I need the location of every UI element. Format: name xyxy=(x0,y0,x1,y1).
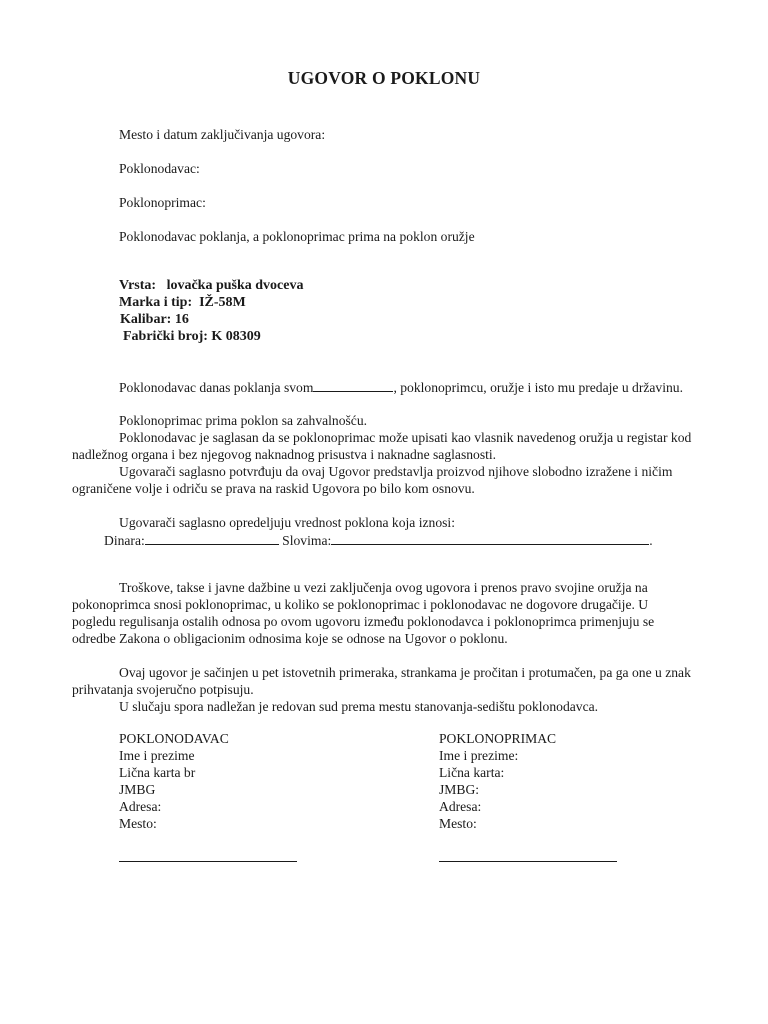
recipient-signature-line xyxy=(439,861,617,862)
recipient-name: Ime i prezime: xyxy=(439,748,519,763)
blank-line xyxy=(313,378,393,392)
field-recipient: Poklonoprimac: xyxy=(119,195,206,210)
weapon-model-label: Marka i tip: xyxy=(119,295,193,310)
donor-heading: POKLONODAVAC xyxy=(119,731,229,746)
recipient-place: Mesto: xyxy=(439,816,477,831)
weapon-model xyxy=(119,294,246,311)
value-line xyxy=(104,531,653,549)
weapon-type-value: lovačka puška dvoceva xyxy=(166,278,304,293)
paragraph-value: Ugovarači saglasno opredeljuju vrednost poklona koja iznosi: xyxy=(119,515,455,530)
donor-id-card: Lična karta br xyxy=(119,765,196,780)
weapon-type xyxy=(119,277,303,294)
weapon-caliber-value: 16 xyxy=(174,312,189,327)
paragraph-will: Ugovarači saglasno potvrđuju da ovaj Ugovor predstavlja proizvod njihove slobodno izražene i ničim ograničene volje i odriču se prava na raskid Ugovora po bilo kom osnovu. xyxy=(72,464,673,496)
donor-signature-line xyxy=(119,861,297,862)
recipient-heading: POKLONOPRIMAC xyxy=(439,731,557,746)
signature-block-donor xyxy=(119,730,379,832)
dinara-label: Dinara: xyxy=(104,533,145,548)
weapon-serial-value: K 08309 xyxy=(211,329,261,344)
paragraph-handover-start: Poklonodavac danas poklanja svom xyxy=(119,380,314,395)
slovima-end: . xyxy=(649,533,653,548)
recipient-address: Adresa: xyxy=(439,799,482,814)
signature-block-recipient xyxy=(439,730,699,832)
slovima-blank xyxy=(331,531,649,545)
dinara-blank xyxy=(145,531,279,545)
weapon-type-label: Vrsta: xyxy=(119,278,157,293)
paragraph-costs: Troškove, takse i javne dažbine u vezi zaključenja ovog ugovora i prenos pravo svojine oružja na pokonoprimca snosi poklonoprimac, u koliko se poklonoprimac i poklonodavac ne dogovore drugačije. U pogledu regulisanja ostalih odnosa po ovom ugovoru između poklonodavca i poklonoprimca primenjuju se odredbe Zakona o obligacionim odnosima koje se odnose na Ugovor o poklonu. xyxy=(72,580,655,646)
paragraph-handover xyxy=(72,378,694,396)
paragraph-copies: Ovaj ugovor je sačinjen u pet istovetnih primeraka, strankama je pročitan i protumačen, pa ga one u znak prihvatanja svojeručno potpisuju. xyxy=(72,665,691,697)
donor-name: Ime i prezime xyxy=(119,748,195,763)
donor-address: Adresa: xyxy=(119,799,162,814)
weapon-model-value: IŽ-58M xyxy=(199,295,246,310)
donor-place: Mesto: xyxy=(119,816,157,831)
weapon-serial-label: Fabrički broj: xyxy=(123,329,208,344)
field-place-date: Mesto i datum zaključivanja ugovora: xyxy=(119,127,326,142)
field-intro: Poklonodavac poklanja, a poklonoprimac prima na poklon oružje xyxy=(119,229,475,244)
paragraph-dispute: U slučaju spora nadležan je redovan sud prema mestu stanovanja-sedištu poklonodavca. xyxy=(119,699,599,714)
slovima-label: Slovima: xyxy=(282,533,332,548)
paragraph-handover-end: , poklonoprimcu, oružje i isto mu predaje u državinu. xyxy=(393,380,683,395)
field-donor: Poklonodavac: xyxy=(119,161,200,176)
donor-jmbg: JMBG xyxy=(119,782,156,797)
paragraph-acceptance: Poklonoprimac prima poklon sa zahvalnošću. xyxy=(119,413,368,428)
weapon-caliber xyxy=(120,311,189,328)
recipient-jmbg: JMBG: xyxy=(439,782,480,797)
weapon-caliber-label: Kalibar: xyxy=(120,312,172,327)
paragraph-registration: Poklonodavac je saglasan da se poklonoprimac može upisati kao vlasnik navedenog oružja u registar kod nadležnog organa i bez njegovog naknadnog prisustva i naknadne saglasnosti. xyxy=(72,430,692,462)
weapon-serial xyxy=(123,328,261,345)
document-title: UGOVOR O POKLONU xyxy=(287,68,481,88)
recipient-id-card: Lična karta: xyxy=(439,765,505,780)
